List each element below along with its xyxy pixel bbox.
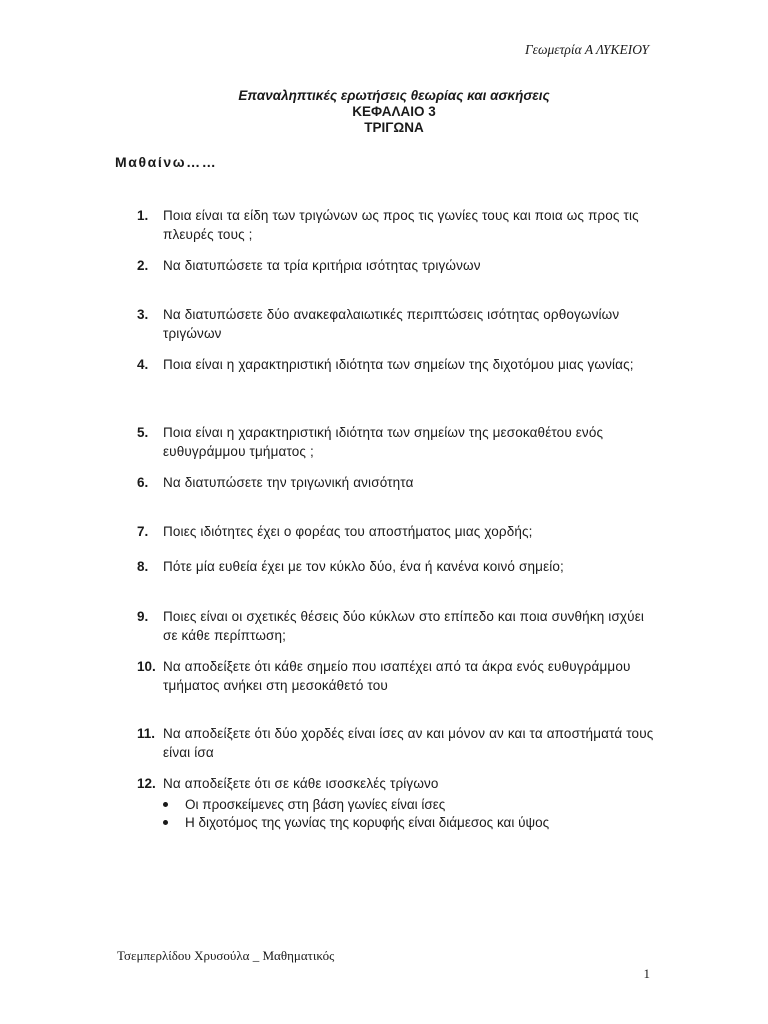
question-number: 5. [137,425,149,440]
question-number: 10. [137,659,156,674]
course-header: Γεωμετρία Α ΛΥΚΕΙΟΥ [524,42,649,57]
question-text: Ποιες είναι οι σχετικές θέσεις δύο κύκλων στο επίπεδο και ποια συνθήκη ισχύει σε κάθε περίπτωση; [163,609,645,643]
question-item [137,256,657,275]
question-number: 8. [137,559,149,574]
question-item [137,557,657,576]
question-text: Να διατυπώσετε την τριγωνική ανισότητα [163,475,414,490]
section-heading: Μαθαίνω…… [115,154,218,170]
question-text: Ποια είναι η χαρακτηριστική ιδιότητα των σημείων της μεσοκαθέτου ενός ευθυγράμμου τμήματος ; [163,425,604,459]
question-item [137,657,657,695]
question-text: Να αποδείξετε ότι σε κάθε ισοσκελές τρίγωνο [163,776,439,791]
question-item [137,206,657,244]
question-item [137,355,657,374]
question-number: 11. [137,726,156,741]
chapter-label: ΚΕΦΑΛΑΙΟ 3 [352,104,436,119]
chapter-topic: ΤΡΙΓΩΝΑ [364,120,424,135]
question-text: Να αποδείξετε ότι δύο χορδές είναι ίσες αν και μόνον αν και τα αποστήματά τους είναι ίσα [163,726,654,760]
footer-author: Τσεμπερλίδου Χρυσούλα _ Μαθηματικός [117,948,335,963]
question-text: Ποιες ιδιότητες έχει ο φορέας του αποστήματος μιας χορδής; [163,524,533,539]
title-block [0,88,768,136]
question-number: 2. [137,258,149,273]
question-number: 1. [137,208,149,223]
question-text: Ποια είναι η χαρακτηριστική ιδιότητα των σημείων της διχοτόμου μιας γωνίας; [163,357,634,372]
question-number: 3. [137,307,149,322]
question-text: Πότε μία ευθεία έχει με τον κύκλο δύο, ένα ή κανένα κοινό σημείο; [163,559,564,574]
document-title: Επαναληπτικές ερωτήσεις θεωρίας και ασκήσεις [238,88,550,103]
question-item [137,305,657,343]
bullet-item: Οι προσκείμενες στη βάση γωνίες είναι ίσες [160,796,549,814]
question-number: 6. [137,475,149,490]
question-number: 9. [137,609,149,624]
page-number: 1 [643,966,650,981]
bullet-list [160,796,549,832]
question-text: Να διατυπώσετε τα τρία κριτήρια ισότητας τριγώνων [163,258,481,273]
question-number: 7. [137,524,149,539]
question-item [137,522,657,541]
question-item [137,774,657,793]
question-number: 12. [137,776,156,791]
question-item [137,607,657,645]
question-item [137,473,657,492]
question-text: Να αποδείξετε ότι κάθε σημείο που ισαπέχει από τα άκρα ενός ευθυγράμμου τμήματος ανήκει στη μεσοκάθετό του [163,659,631,693]
bullet-item: Η διχοτόμος της γωνίας της κορυφής είναι διάμεσος και ύψος [160,814,549,832]
question-text: Ποια είναι τα είδη των τριγώνων ως προς τις γωνίες τους και ποια ως προς τις πλευρές τους ; [163,208,639,242]
question-number: 4. [137,357,149,372]
question-text: Να διατυπώσετε δύο ανακεφαλαιωτικές περιπτώσεις ισότητας ορθογωνίων τριγώνων [163,307,620,341]
question-item [137,724,657,762]
question-item [137,423,657,461]
